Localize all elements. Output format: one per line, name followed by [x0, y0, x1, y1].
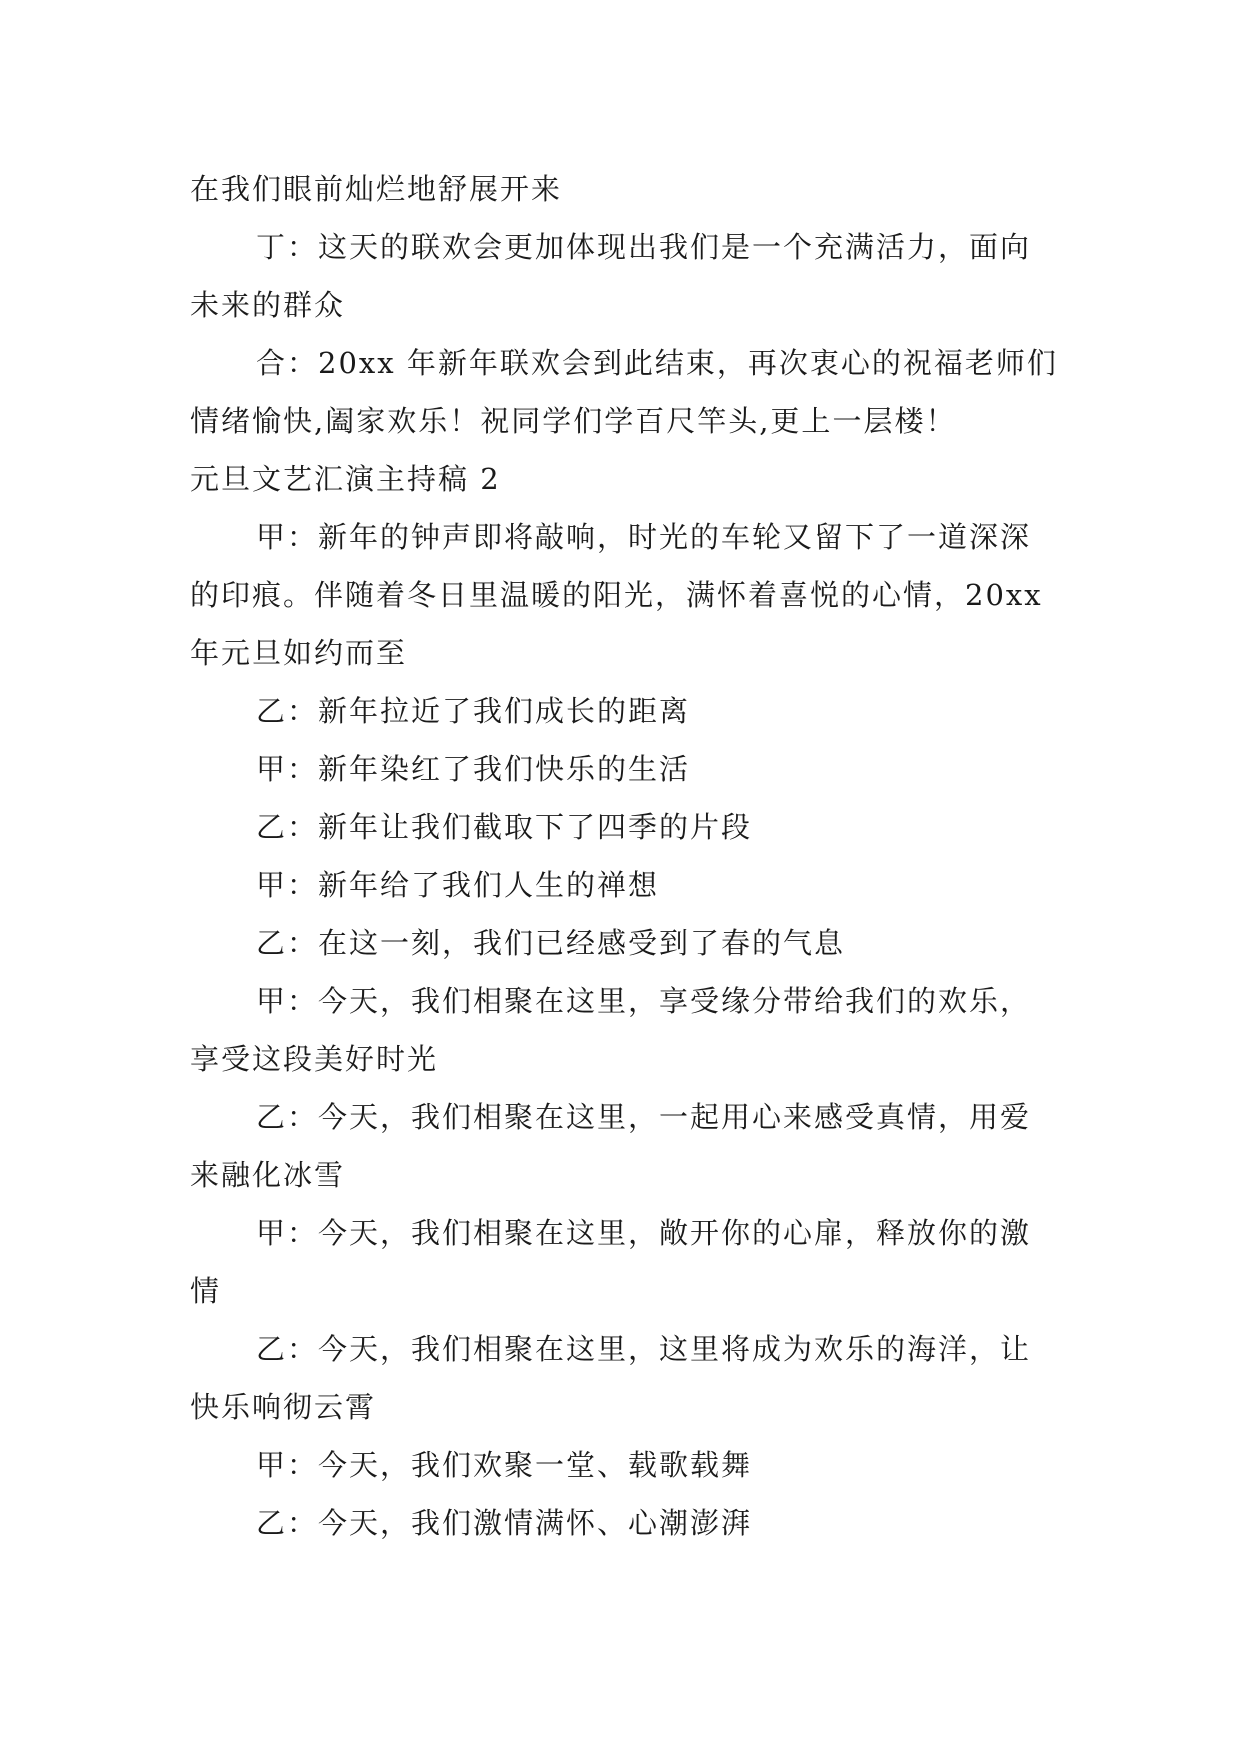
paragraph-6: 乙：新年拉近了我们成长的距离 — [256, 694, 691, 728]
paragraph-9: 甲：新年给了我们人生的禅想 — [256, 868, 660, 902]
paragraph-15: 甲：今天，我们欢聚一堂、载歌载舞 — [256, 1448, 753, 1482]
paragraph-10: 乙：在这一刻，我们已经感受到了春的气息 — [256, 926, 846, 960]
paragraph-12: 乙：今天，我们相聚在这里，一起用心来感受真情，用爱来融化冰雪 — [190, 1100, 1032, 1192]
document-body — [190, 160, 1060, 1552]
paragraph-8: 乙：新年让我们截取下了四季的片段 — [256, 810, 753, 844]
paragraph-16: 乙：今天，我们激情满怀、心潮澎湃 — [256, 1506, 753, 1540]
paragraph-11: 甲：今天，我们相聚在这里，享受缘分带给我们的欢乐，享受这段美好时光 — [190, 984, 1032, 1076]
paragraph-7: 甲：新年染红了我们快乐的生活 — [256, 752, 691, 786]
section-title: 元旦文艺汇演主持稿 2 — [190, 462, 501, 496]
paragraph-13: 甲：今天，我们相聚在这里，敞开你的心扉，释放你的激情 — [190, 1216, 1032, 1308]
paragraph-5: 甲：新年的钟声即将敲响，时光的车轮又留下了一道深深的印痕。伴随着冬日里温暖的阳光，满怀着喜悦的心情，20xx 年元旦如约而至 — [190, 520, 1043, 670]
paragraph-1: 在我们眼前灿烂地舒展开来 — [190, 172, 563, 206]
paragraph-14: 乙：今天，我们相聚在这里，这里将成为欢乐的海洋，让快乐响彻云霄 — [190, 1332, 1032, 1424]
paragraph-2: 丁：这天的联欢会更加体现出我们是一个充满活力，面向未来的群众 — [190, 230, 1032, 322]
paragraph-3: 合：20xx 年新年联欢会到此结束，再次衷心的祝福老师们情绪愉快,阖家欢乐！祝同学们学百尺竿头,更上一层楼！ — [190, 346, 1058, 438]
